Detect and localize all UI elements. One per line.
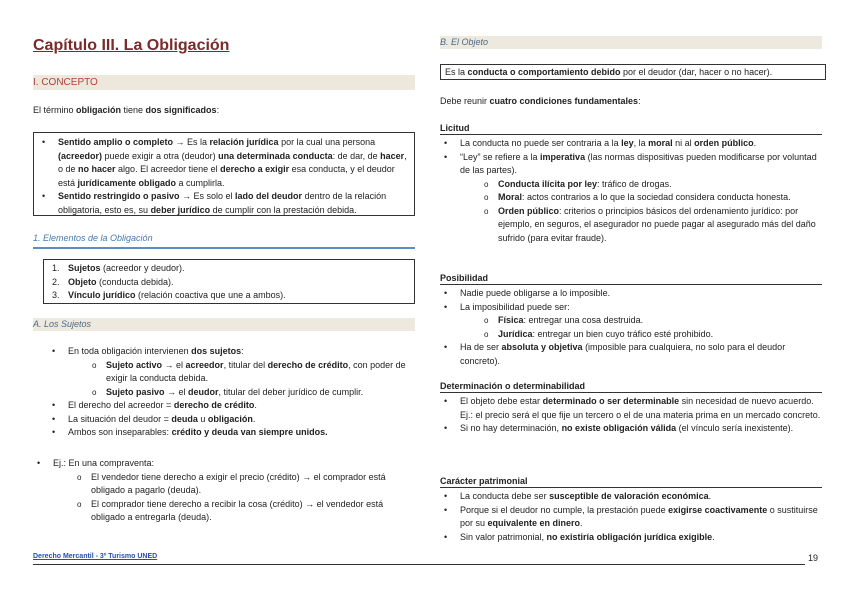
licitud-heading: Licitud: [440, 122, 822, 135]
posibilidad-list: [440, 287, 822, 368]
objeto-definition-box: Es la conducta o comportamiento debido por el deudor (dar, hacer o no hacer).: [440, 64, 826, 80]
list-item: 3. Vínculo jurídico (relación coactiva que une a ambos).: [52, 290, 286, 300]
list-item: o Jurídica: entregar un bien cuyo tráfico esté prohibido.: [478, 328, 822, 342]
list-item: o Conducta ilícita por ley: tráfico de drogas.: [478, 178, 822, 192]
determinacion-list: [440, 395, 822, 436]
list-item: • Porque si el deudor no cumple, la prestación puede exigirse coactivamente o sustituirse por su equivalente en dinero.: [440, 504, 822, 531]
list-item: 1. Sujetos (acreedor y deudor).: [52, 263, 185, 273]
list-item: • La imposibilidad puede ser: o Física: entregar una cosa destruida. o Jurídica: entregar un bien cuyo tráfico esté prohibido.: [440, 301, 822, 342]
elementos-box: [43, 259, 415, 304]
determinacion-heading: Determinación o determinabilidad: [440, 380, 822, 393]
list-item: o El comprador tiene derecho a recibir la cosa (crédito) → el vendedor está obligado a entregarla (deuda).: [71, 498, 415, 525]
list-item: • Sentido restringido o pasivo → Es solo el lado del deudor dentro de la relación obligatoria, esto es, su deber jurídico de cumplir con la prestación debida.: [38, 190, 410, 217]
list-item: o Sujeto pasivo → el deudor, titular del deber jurídico de cumplir.: [86, 386, 415, 400]
list-item: • “Ley” se refiere a la imperativa (las normas dispositivas pueden modificarse por voluntad de las partes). o Conducta ilícita por ley: tráfico de drogas. o Moral: actos contrarios a lo que la sociedad considera conducta honesta. o Orden público: criterios o principios básicos del ordenamiento jurídico: por ejemplo, en seguros, el asegurador no puede pagar al asegurado más del daño sufrido (para evitar fraude).: [440, 151, 822, 246]
list-item: o Sujeto activo → el acreedor, titular del derecho de crédito, con poder de exigir la conducta debida.: [86, 359, 415, 386]
list-item: • La conducta no puede ser contraria a la ley, la moral ni al orden público.: [440, 137, 822, 151]
list-item: • Ambos son inseparables: crédito y deuda van siempre unidos.: [48, 426, 415, 440]
objeto-heading: B. El Objeto: [440, 36, 822, 49]
ejemplo-list: [33, 457, 415, 525]
patrimonial-heading: Carácter patrimonial: [440, 475, 822, 488]
list-item: • Sentido amplio o completo → Es la relación jurídica por la cual una persona (acreedor) puede exigir a otra (deudor) una determinada conducta: de dar, de hacer, o de no hacer algo. El acreedor tiene el derecho a exigir esa conducta, y el deudor está jurídicamente obligado a cumplirla.: [38, 136, 410, 190]
list-item: o Moral: actos contrarios a lo que la sociedad considera conducta honesta.: [478, 191, 822, 205]
list-item: o Física: entregar una cosa destruida.: [478, 314, 822, 328]
page-title: Capítulo III. La Obligación: [33, 37, 230, 54]
footer-divider: [33, 564, 805, 565]
list-item: o Orden público: criterios o principios básicos del ordenamiento jurídico: por ejemplo, en seguros, el asegurador no puede pagar al asegurado más del daño sufrido (para evitar fraude).: [478, 205, 822, 246]
sujetos-list: [48, 345, 415, 440]
list-item: • Si no hay determinación, no existe obligación válida (el vínculo sería inexistente).: [440, 422, 822, 436]
significados-box: [33, 132, 415, 216]
intro-paragraph: El término obligación tiene dos significados:: [33, 105, 220, 115]
list-item: • Ha de ser absoluta y objetiva (imposible para cualquiera, no solo para el deudor concreto).: [440, 341, 822, 368]
elementos-heading: 1. Elementos de la Obligación: [33, 232, 415, 249]
list-item: • Nadie puede obligarse a lo imposible.: [440, 287, 822, 301]
footer-link[interactable]: Derecho Mercantil - 3º Turismo UNED: [33, 553, 158, 560]
sujetos-heading: A. Los Sujetos: [33, 318, 415, 331]
list-item: • El derecho del acreedor = derecho de crédito.: [48, 399, 415, 413]
licitud-list: [440, 137, 822, 245]
list-item: • En toda obligación intervienen dos sujetos: o Sujeto activo → el acreedor, titular del derecho de crédito, con poder de exigir la conducta debida. o Sujeto pasivo → el deudor, titular del deber jurídico de cumplir.: [48, 345, 415, 399]
page-number: 19: [808, 553, 819, 563]
section-heading-concepto: I. CONCEPTO: [33, 75, 415, 90]
posibilidad-heading: Posibilidad: [440, 272, 822, 285]
list-item: • La conducta debe ser susceptible de valoración económica.: [440, 490, 822, 504]
list-item: • La situación del deudor = deuda u obligación.: [48, 413, 415, 427]
list-item: • Ej.: En una compraventa: o El vendedor tiene derecho a exigir el precio (crédito) → el comprador está obligado a pagarlo (deuda). o El comprador tiene derecho a recibir la cosa (crédito) → el vendedor está obligado a entregarla (deuda).: [33, 457, 415, 525]
list-item: 2. Objeto (conducta debida).: [52, 276, 174, 287]
list-item: o El vendedor tiene derecho a exigir el precio (crédito) → el comprador está obligado a pagarlo (deuda).: [71, 471, 415, 498]
patrimonial-list: [440, 490, 822, 544]
list-item: • El objeto debe estar determinado o ser determinable sin necesidad de nuevo acuerdo. Ej.: el precio será el que fije un tercero o el de una materia prima en un mercado concreto.: [440, 395, 822, 422]
condiciones-paragraph: Debe reunir cuatro condiciones fundamentales:: [440, 96, 641, 106]
list-item: • Sin valor patrimonial, no existiría obligación jurídica exigible.: [440, 531, 822, 545]
